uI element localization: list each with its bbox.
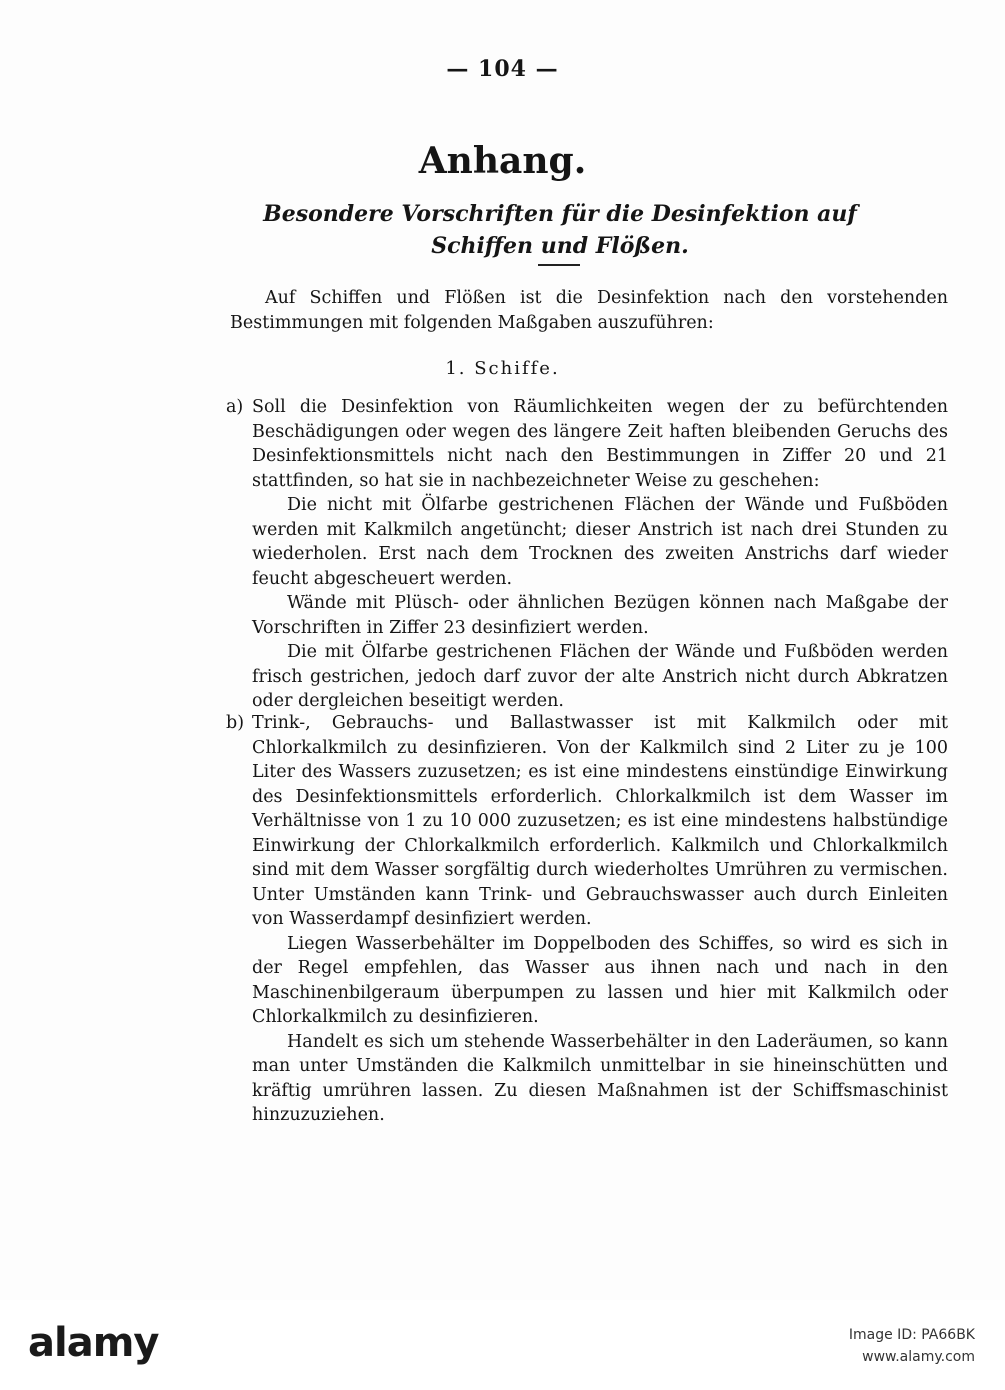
- title-rule: [538, 264, 580, 266]
- section-heading: 1. Schiffe.: [445, 358, 560, 379]
- intro-paragraph: Auf Schiffen und Flößen ist die Desinfektion nach den vorstehenden Bestimmungen mit folgenden Maßgaben auszuführen:: [230, 288, 948, 333]
- paragraph: Die nicht mit Ölfarbe gestrichenen Flächen der Wände und Fußböden werden mit Kalkmilch angetüncht; dieser Anstrich ist nach drei Stunden zu wiederholen. Erst nach dem Trocknen des zweiten Anstrichs darf wieder feucht abgescheuert werden.: [252, 495, 948, 589]
- page-title: Anhang.: [418, 140, 587, 182]
- paragraph: Handelt es sich um stehende Wasserbehälter in den Laderäumen, so kann man unter Umständen die Kalkmilch unmittelbar in sie hineinschütten und kräftig umrühren lassen. Zu diesen Maßnahmen ist der Schiffsmaschinist hinzuzuziehen.: [252, 1031, 948, 1125]
- paragraph: Trink-, Gebrauchs- und Ballastwasser ist mit Kalkmilch oder mit Chlorkalkmilch zu desinfizieren. Von der Kalkmilch sind 2 Liter zu je 100 Liter des Wassers zuzusetzen; es ist eine mindestens einstündige Einwirkung des Desinfektionsmittels erforderlich. Chlorkalkmilch ist dem Wasser im Verhältnisse von 1 zu 10 000 zuzusetzen; es ist eine mindestens halbstündige Einwirkung der Chlorkalkmilch erforderlich. Kalkmilch und Chlorkalkmilch sind mit dem Wasser sorgfältig durch wiederholtes Umrühren zu vermischen. Unter Umständen kann Trink- und Gebrauchswasser auch durch Einleiten von Wasserdampf desinfiziert werden.: [252, 713, 948, 929]
- watermark-footer: [0, 1300, 1005, 1390]
- item-marker: b): [226, 713, 245, 733]
- list-item-b: [226, 711, 948, 1128]
- paragraph: Die mit Ölfarbe gestrichenen Flächen der Wände und Fußböden werden frisch gestrichen, jedoch darf zuvor der alte Anstrich nicht durch Abkratzen oder dergleichen beseitigt werden.: [252, 642, 948, 711]
- paragraph: Wände mit Plüsch- oder ähnlichen Bezügen können nach Maßgabe der Vorschriften in Ziffer 23 desinfiziert werden.: [252, 593, 948, 638]
- image-id-label: Image ID: PA66BK: [848, 1327, 975, 1343]
- paragraph: Liegen Wasserbehälter im Doppelboden des Schiffes, so wird es sich in der Regel empfehlen, das Wasser aus ihnen nach und nach in den Maschinenbilgeraum überpumpen zu lassen und hier mit Kalkmilch oder Chlorkalkmilch zu desinfizieren.: [252, 933, 948, 1027]
- alamy-logo: alamy: [28, 1320, 159, 1366]
- paragraph: Soll die Desinfektion von Räumlichkeiten wegen der zu befürchtenden Beschädigungen oder wegen des längere Zeit haften bleibenden Geruchs des Desinfektionsmittels nicht nach den Bestimmungen in Ziffer 20 und 21 stattfinden, so hat sie in nachbezeichneter Weise zu geschehen:: [252, 397, 948, 491]
- site-url: www.alamy.com: [862, 1349, 975, 1365]
- item-marker: a): [226, 397, 244, 417]
- page-number: — 104 —: [446, 56, 559, 82]
- list-item-a: [226, 395, 948, 714]
- page-subtitle: Besondere Vorschriften für die Desinfektion auf Schiffen und Flößen.: [263, 201, 857, 259]
- footer-meta: [849, 1324, 975, 1368]
